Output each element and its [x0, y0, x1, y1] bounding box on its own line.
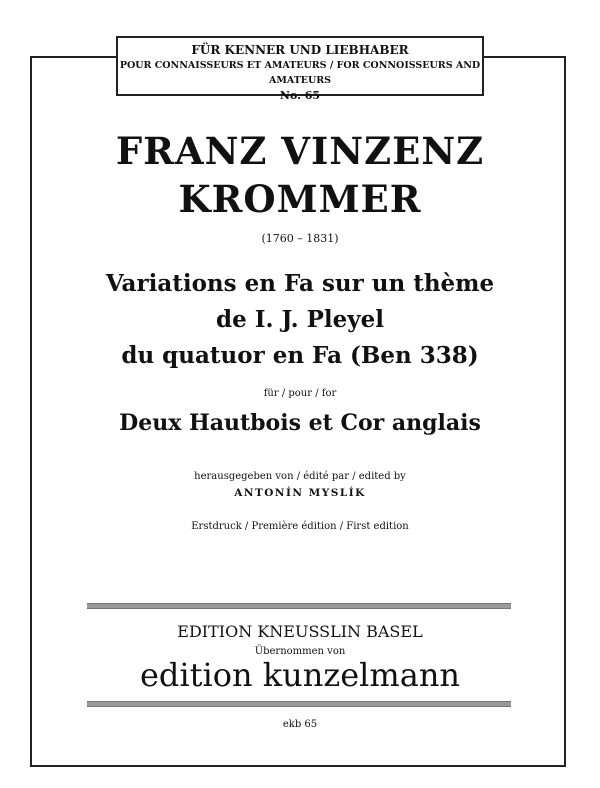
original-publisher: EDITION KNEUSSLIN BASEL	[177, 622, 423, 641]
divider-top	[87, 603, 511, 609]
publisher-imprint: edition kunzelmann	[139, 656, 461, 694]
editor-label: herausgegeben von / édité par / edited by	[194, 471, 406, 482]
composer-last-name: KROMMER	[178, 177, 422, 221]
edition-note: Erstdruck / Première édition / First edition	[191, 521, 409, 532]
series-subtitle: POUR CONNAISSEURS ET AMATEURS / FOR CONNOISSEURS AND AMATEURS	[119, 60, 481, 86]
composer-dates: (1760 – 1831)	[261, 232, 339, 245]
taken-over-label: Übernommen von	[254, 646, 346, 657]
catalog-number: ekb 65	[282, 719, 318, 730]
composer-first-names: FRANZ VINZENZ	[115, 129, 485, 173]
series-title: FÜR KENNER UND LIEBHABER	[191, 43, 409, 57]
work-title-line2: de I. J. Pleyel	[215, 306, 384, 333]
divider-bottom	[87, 701, 511, 707]
work-title-line1: Variations en Fa sur un thème	[105, 270, 495, 297]
editor-name: ANTONÍN MYSLÍK	[234, 487, 366, 499]
instrumentation: Deux Hautbois et Cor anglais	[119, 410, 481, 436]
for-label: für / pour / for	[263, 388, 337, 399]
series-number: No. 65	[279, 89, 321, 102]
work-title-line3: du quatuor en Fa (Ben 338)	[121, 342, 479, 369]
series-box	[116, 36, 484, 102]
